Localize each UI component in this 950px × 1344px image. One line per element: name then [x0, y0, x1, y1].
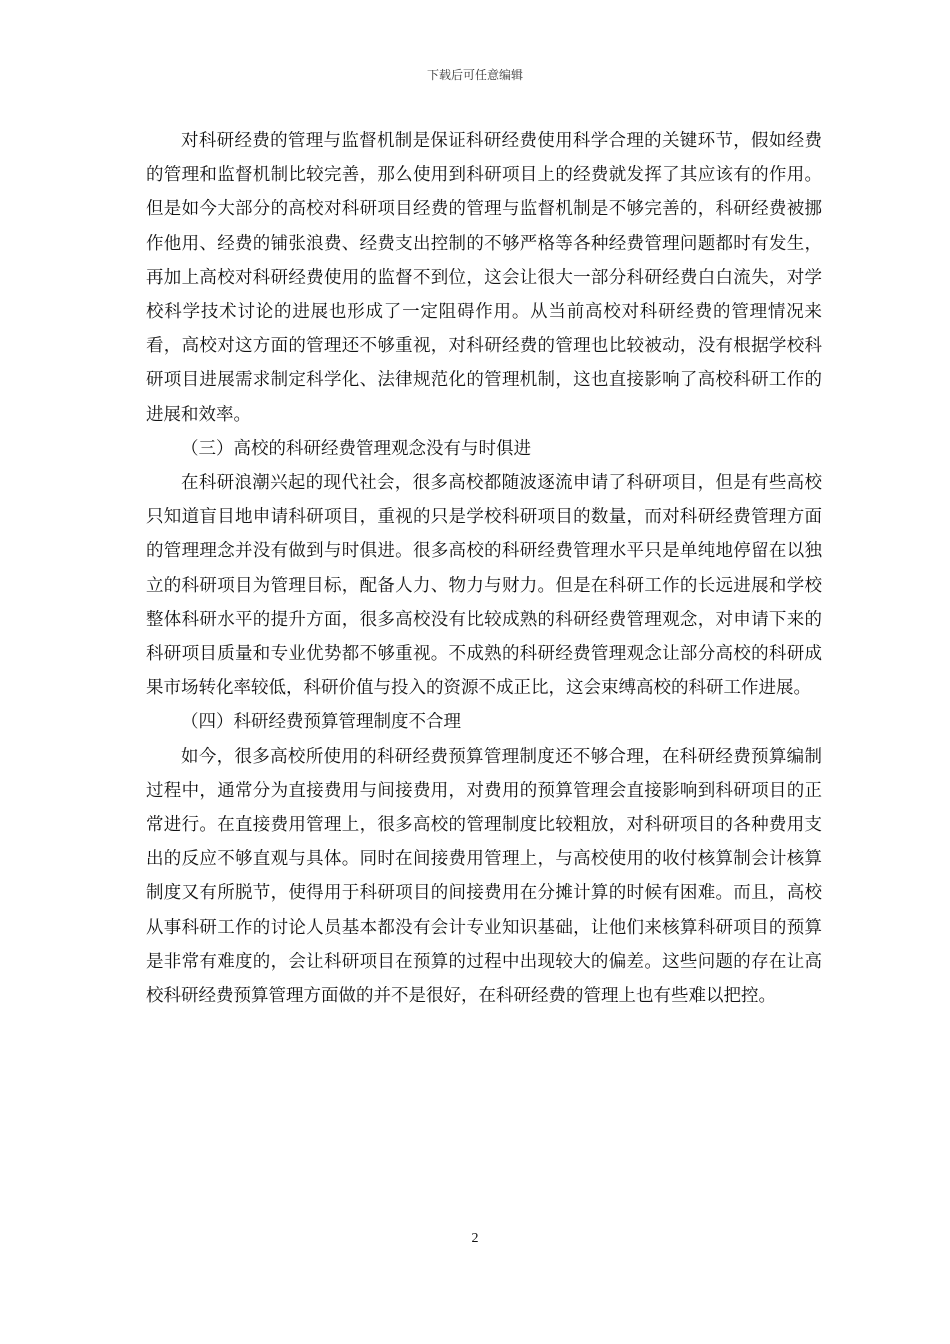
body-paragraph: 对科研经费的管理与监督机制是保证科研经费使用科学合理的关键环节，假如经费的管理和监督机制比较完善，那么使用到科研项目上的经费就发挥了其应该有的作用。但是如今大部分的高校对科研项目经费的管理与监督机制是不够完善的，科研经费被挪作他用、经费的铺张浪费、经费支出控制的不够严格等各种经费管理问题都时有发生，再加上高校对科研经费使用的监督不到位，这会让很大一部分科研经费白白流失，对学校科学技术讨论的进展也形成了一定阻碍作用。从当前高校对科研经费的管理情况来看，高校对这方面的管理还不够重视，对科研经费的管理也比较被动，没有根据学校科研项目进展需求制定科学化、法律规范化的管理机制，这也直接影响了高校科研工作的进展和效率。 — [146, 131, 822, 425]
body-paragraph: 如今，很多高校所使用的科研经费预算管理制度还不够合理，在科研经费预算编制过程中，通常分为直接费用与间接费用，对费用的预算管理会直接影响到科研项目的正常进行。在直接费用管理上，很多高校的管理制度比较粗放，对科研项目的各种费用支出的反应不够直观与具体。同时在间接费用管理上，与高校使用的收付核算制会计核算制度又有所脱节，使得用于科研项目的间接费用在分摊计算的时候有困难。而且，高校从事科研工作的讨论人员基本都没有会计专业知识基础，让他们来核算科研项目的预算是非常有难度的，会让科研项目在预算的过程中出现较大的偏差。这些问题的存在让高校科研经费预算管理方面做的并不是很好，在科研经费的管理上也有些难以把控。 — [146, 746, 822, 1007]
section-heading: （三）高校的科研经费管理观念没有与时俱进 — [181, 438, 531, 459]
page-number: 2 — [471, 1231, 479, 1246]
section-heading: （四）科研经费预算管理制度不合理 — [181, 712, 461, 733]
document-body — [146, 124, 822, 1013]
page-header: 下载后可任意编辑 — [426, 68, 523, 82]
body-paragraph: 在科研浪潮兴起的现代社会，很多高校都随波逐流申请了科研项目，但是有些高校只知道盲目地申请科研项目，重视的只是学校科研项目的数量，而对科研经费管理方面的管理理念并没有做到与时俱进。很多高校的科研经费管理水平只是单纯地停留在以独立的科研项目为管理目标，配备人力、物力与财力。但是在科研工作的长远进展和学校整体科研水平的提升方面，很多高校没有比较成熟的科研经费管理观念，对申请下来的科研项目质量和专业优势都不够重视。不成熟的科研经费管理观念让部分高校的科研成果市场转化率较低，科研价值与投入的资源不成正比，这会束缚高校的科研工作进展。 — [146, 473, 822, 699]
